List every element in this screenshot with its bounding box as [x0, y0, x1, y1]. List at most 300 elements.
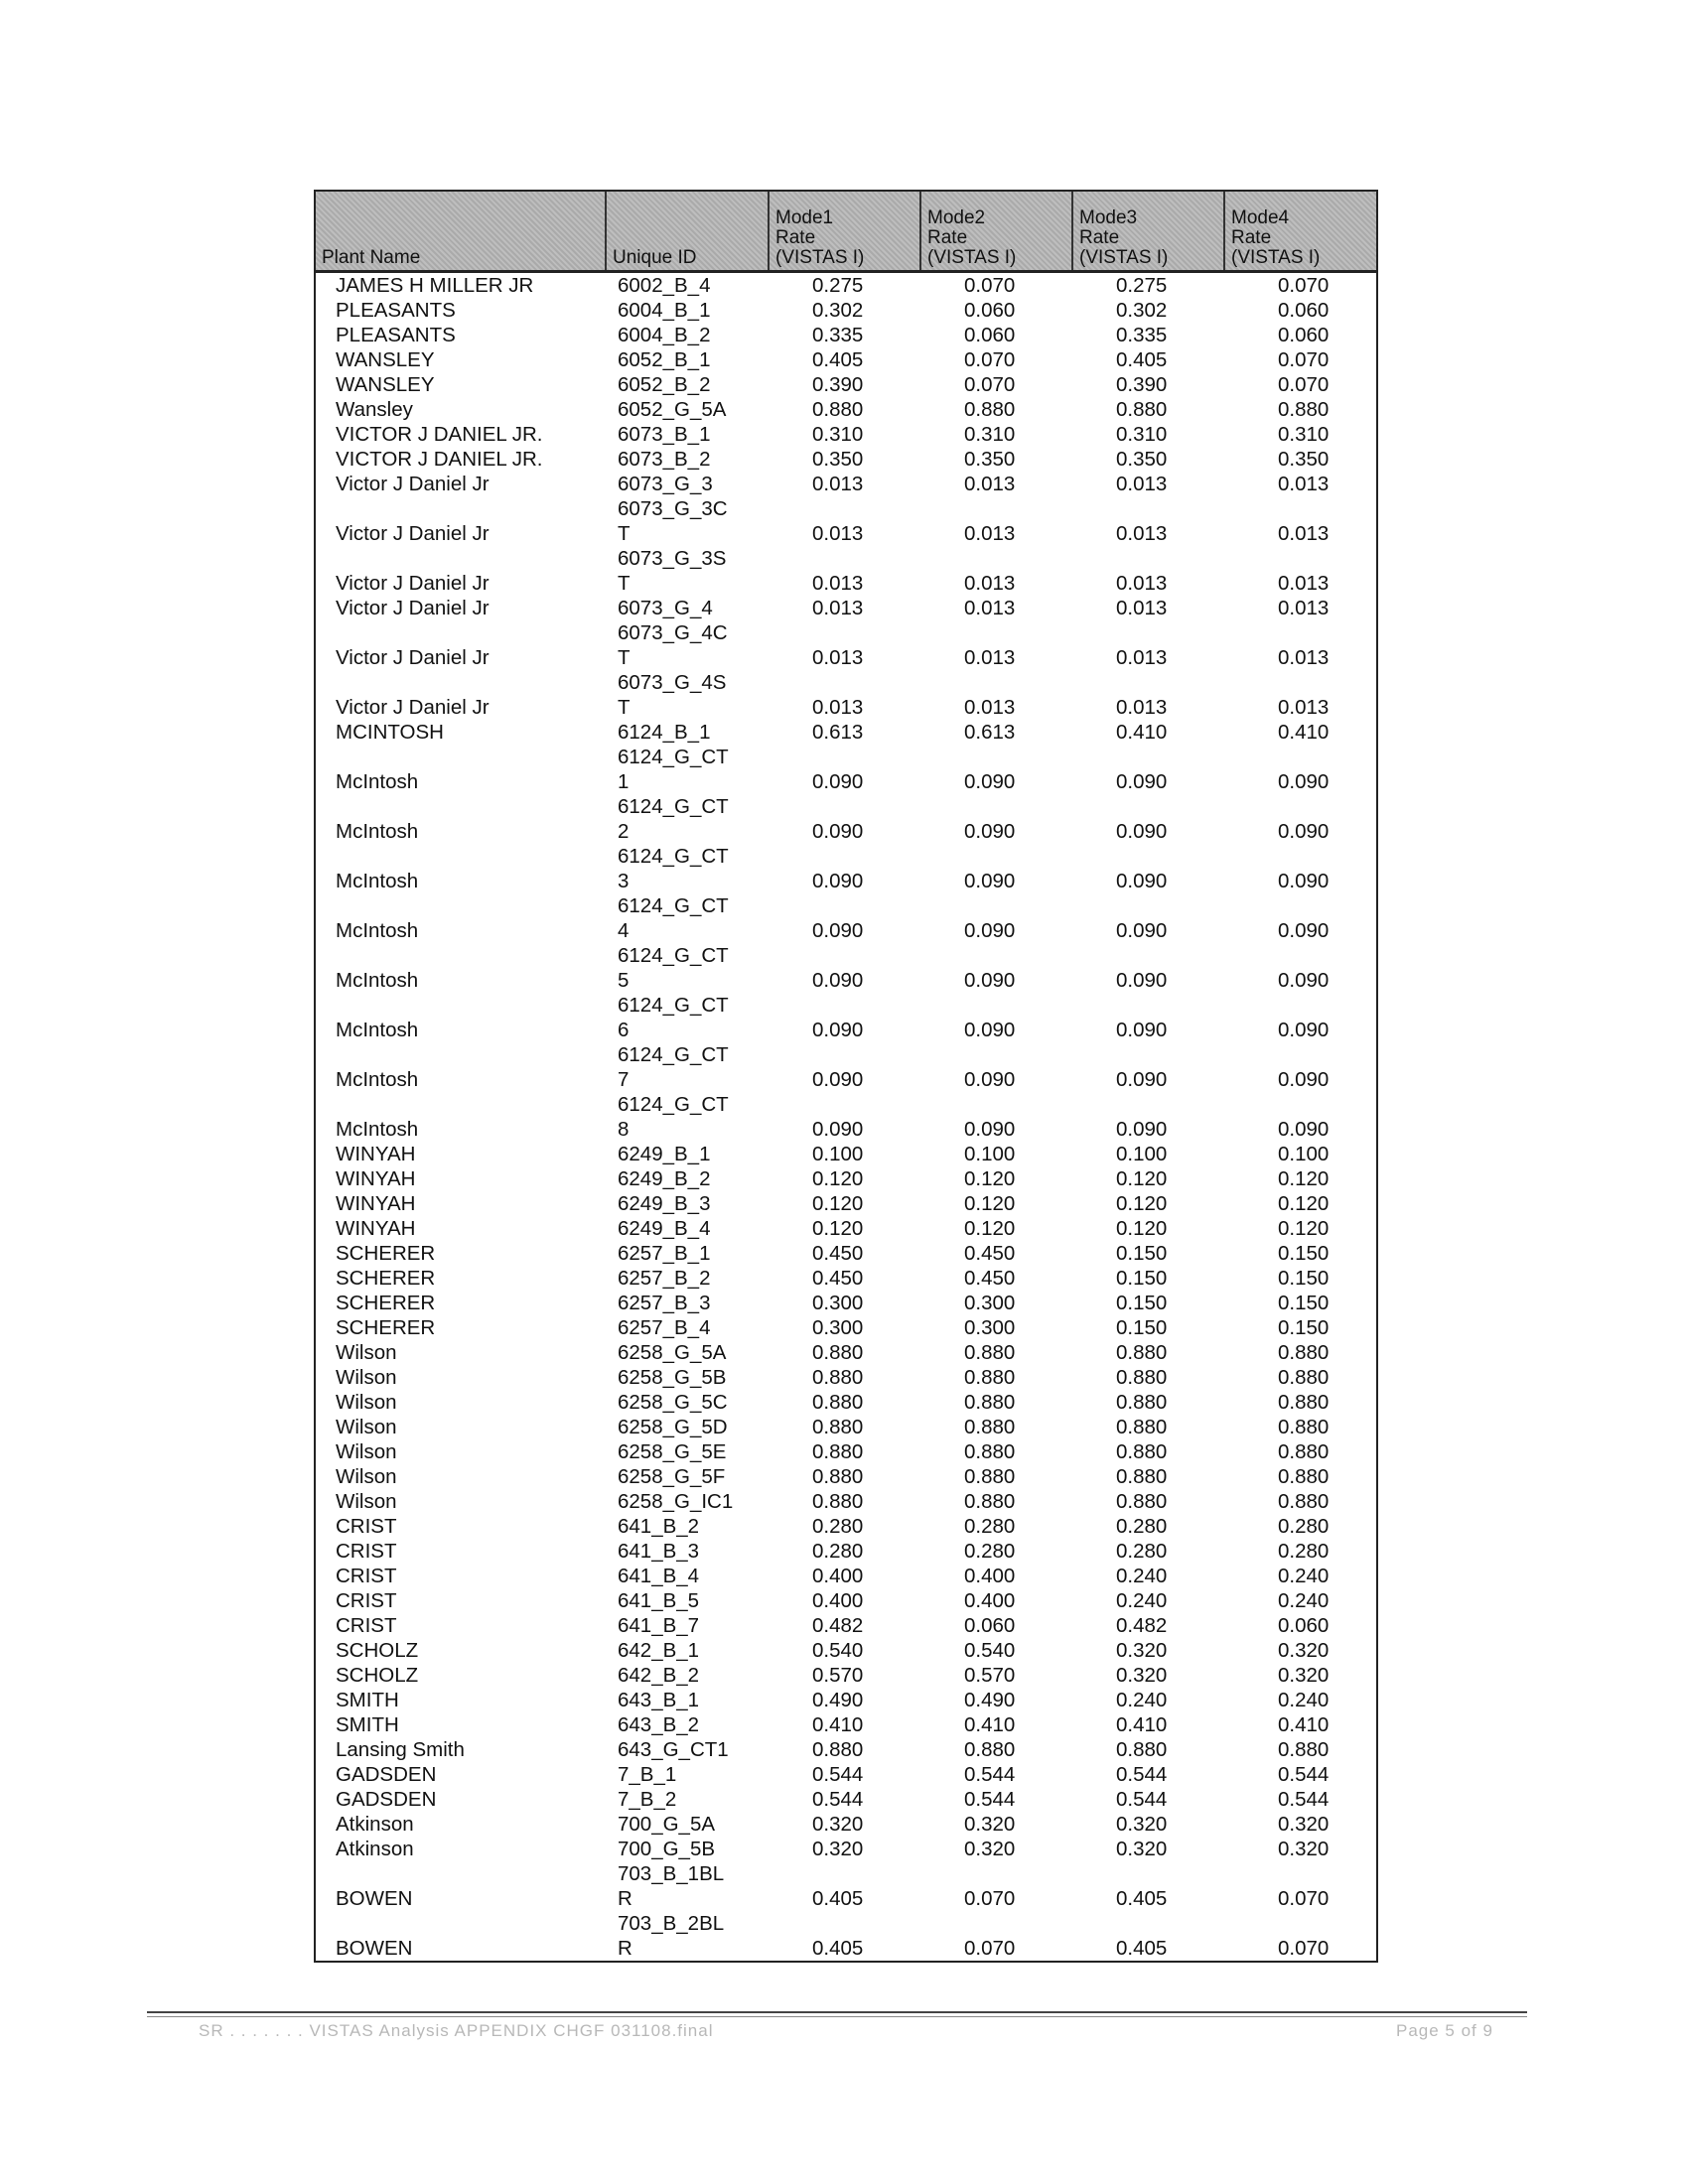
- table-row: [316, 1439, 1376, 1464]
- table-row: [316, 1812, 1376, 1837]
- mode3-rate-cell: 0.544: [1116, 1763, 1168, 1786]
- mode3-rate-cell: 0.310: [1116, 423, 1168, 446]
- unique-id-cell: [606, 372, 769, 397]
- mode2-rate-cell: 0.880: [964, 398, 1016, 421]
- unique-id-cell: [606, 422, 769, 447]
- unique-id-cell: [606, 620, 769, 670]
- mode2-rate-cell: 0.013: [964, 646, 1016, 669]
- mode3-rate-cell: 0.013: [1116, 572, 1168, 595]
- mode3-rate-cell: 0.482: [1116, 1614, 1168, 1637]
- mode3-rate-cell: 0.150: [1116, 1316, 1168, 1339]
- mode4-rate-cell: 0.013: [1278, 522, 1330, 545]
- unique-id-line: 641_B_2: [618, 1515, 700, 1538]
- mode4-rate-cell: 0.013: [1278, 473, 1330, 495]
- mode3-rate-cell: 0.302: [1116, 299, 1168, 322]
- unique-id-line: 6073_B_2: [618, 448, 711, 471]
- footer-page-number: Page 5 of 9: [1396, 2021, 1493, 2040]
- unique-id-cell: [606, 1712, 769, 1737]
- mode2-rate-cell: 0.090: [964, 1068, 1016, 1091]
- plant-name-cell: McIntosh: [336, 820, 419, 843]
- mode3-rate-cell: 0.320: [1116, 1838, 1168, 1860]
- mode3-rate-cell: 0.120: [1116, 1192, 1168, 1215]
- mode1-rate-cell: 0.540: [812, 1639, 864, 1662]
- mode4-rate-cell: 0.070: [1278, 274, 1330, 297]
- mode3-rate-cell: 0.090: [1116, 919, 1168, 942]
- plant-name-cell: JAMES H MILLER JR: [336, 274, 534, 297]
- header-unique-id: Unique ID: [606, 192, 769, 272]
- unique-id-cell: [606, 1439, 769, 1464]
- mode1-rate-cell: 0.300: [812, 1292, 864, 1314]
- mode1-rate-cell: 0.090: [812, 969, 864, 992]
- mode3-rate-cell: 0.275: [1116, 274, 1168, 297]
- mode1-rate-cell: 0.880: [812, 398, 864, 421]
- unique-id-cell: [606, 1737, 769, 1762]
- unique-id-line: 643_G_CT1: [618, 1738, 729, 1761]
- plant-name-cell: SMITH: [336, 1689, 399, 1711]
- mode1-rate-cell: 0.320: [812, 1813, 864, 1836]
- unique-id-line: 1: [618, 770, 630, 793]
- unique-id-line: 6073_G_3C: [618, 497, 728, 520]
- unique-id-cell: [606, 1514, 769, 1539]
- plant-name-cell: GADSDEN: [336, 1763, 437, 1786]
- unique-id-line: 6258_G_IC1: [618, 1490, 734, 1513]
- mode2-rate-cell: 0.060: [964, 1614, 1016, 1637]
- unique-id-line: 6258_G_5A: [618, 1341, 727, 1364]
- mode4-rate-cell: 0.880: [1278, 1490, 1330, 1513]
- unique-id-line: T: [618, 696, 631, 719]
- plant-name-cell: Victor J Daniel Jr: [336, 473, 490, 495]
- plant-name-cell: WINYAH: [336, 1192, 416, 1215]
- mode4-rate-cell: 0.013: [1278, 597, 1330, 619]
- unique-id-cell: [606, 893, 769, 943]
- mode4-rate-cell: 0.240: [1278, 1565, 1330, 1587]
- table-row: [316, 893, 1376, 943]
- unique-id-line: 642_B_1: [618, 1639, 700, 1662]
- mode2-rate-cell: 0.320: [964, 1813, 1016, 1836]
- plant-name-cell: BOWEN: [336, 1937, 413, 1960]
- unique-id-line: 6258_G_5E: [618, 1440, 727, 1463]
- table-row: [316, 496, 1376, 546]
- mode2-rate-cell: 0.880: [964, 1391, 1016, 1414]
- unique-id-line: 6073_G_4C: [618, 621, 728, 644]
- unique-id-cell: [606, 1489, 769, 1514]
- unique-id-line: 6258_G_5D: [618, 1416, 728, 1438]
- table-row: [316, 397, 1376, 422]
- unique-id-line: 641_B_7: [618, 1614, 700, 1637]
- table-row: [316, 323, 1376, 347]
- unique-id-cell: [606, 720, 769, 745]
- mode1-rate-cell: 0.090: [812, 1068, 864, 1091]
- mode2-rate-cell: 0.070: [964, 1937, 1016, 1960]
- mode2-rate-cell: 0.880: [964, 1341, 1016, 1364]
- mode2-rate-cell: 0.013: [964, 572, 1016, 595]
- mode4-rate-cell: 0.090: [1278, 820, 1330, 843]
- table-row: [316, 1737, 1376, 1762]
- table-row: [316, 1415, 1376, 1439]
- table-row: [316, 1638, 1376, 1663]
- unique-id-cell: [606, 596, 769, 620]
- mode1-rate-cell: 0.544: [812, 1788, 864, 1811]
- table-row: [316, 1142, 1376, 1166]
- mode2-rate-cell: 0.613: [964, 721, 1016, 744]
- footer-divider-thin: [147, 2016, 1527, 2017]
- mode4-rate-cell: 0.880: [1278, 1366, 1330, 1389]
- mode1-rate-cell: 0.613: [812, 721, 864, 744]
- table-row: [316, 1861, 1376, 1911]
- mode2-rate-cell: 0.880: [964, 1490, 1016, 1513]
- table-row: [316, 472, 1376, 496]
- mode1-rate-cell: 0.275: [812, 274, 864, 297]
- plant-name-cell: McIntosh: [336, 1068, 419, 1091]
- header-plant-name: Plant Name: [316, 192, 606, 272]
- mode3-rate-cell: 0.880: [1116, 1465, 1168, 1488]
- mode1-rate-cell: 0.490: [812, 1689, 864, 1711]
- unique-id-line: 642_B_2: [618, 1664, 700, 1687]
- unique-id-line: 6124_G_CT: [618, 746, 729, 768]
- mode2-rate-cell: 0.090: [964, 919, 1016, 942]
- table-row: [316, 1092, 1376, 1142]
- table-row: [316, 1216, 1376, 1241]
- mode2-rate-cell: 0.280: [964, 1515, 1016, 1538]
- plant-name-cell: Atkinson: [336, 1813, 414, 1836]
- mode1-rate-cell: 0.880: [812, 1440, 864, 1463]
- table-row: [316, 298, 1376, 323]
- table-row: [316, 1390, 1376, 1415]
- unique-id-cell: [606, 1588, 769, 1613]
- mode4-rate-cell: 0.880: [1278, 1341, 1330, 1364]
- unique-id-line: 5: [618, 969, 630, 992]
- unique-id-cell: [606, 1241, 769, 1266]
- unique-id-line: 6124_G_CT: [618, 994, 729, 1017]
- mode3-rate-cell: 0.090: [1116, 870, 1168, 892]
- mode1-rate-cell: 0.400: [812, 1589, 864, 1612]
- mode3-rate-cell: 0.405: [1116, 1887, 1168, 1910]
- unique-id-line: 6004_B_2: [618, 324, 711, 346]
- table-row: [316, 272, 1376, 299]
- mode4-rate-cell: 0.100: [1278, 1143, 1330, 1165]
- mode3-rate-cell: 0.280: [1116, 1540, 1168, 1563]
- mode1-rate-cell: 0.013: [812, 646, 864, 669]
- header-mode3-rate: Mode3 Rate (VISTAS I): [1072, 192, 1224, 272]
- unique-id-line: 6124_G_CT: [618, 795, 729, 818]
- table-row: [316, 1539, 1376, 1564]
- table-row: [316, 1241, 1376, 1266]
- mode3-rate-cell: 0.335: [1116, 324, 1168, 346]
- unique-id-line: 6073_G_3S: [618, 547, 727, 570]
- mode1-rate-cell: 0.280: [812, 1515, 864, 1538]
- mode2-rate-cell: 0.090: [964, 770, 1016, 793]
- mode3-rate-cell: 0.150: [1116, 1267, 1168, 1290]
- mode4-rate-cell: 0.013: [1278, 696, 1330, 719]
- mode1-rate-cell: 0.302: [812, 299, 864, 322]
- table-row: [316, 1464, 1376, 1489]
- footer-divider: [147, 2011, 1527, 2013]
- unique-id-cell: [606, 943, 769, 993]
- unique-id-line: 6124_B_1: [618, 721, 711, 744]
- table-row: [316, 1564, 1376, 1588]
- mode2-rate-cell: 0.070: [964, 274, 1016, 297]
- mode1-rate-cell: 0.090: [812, 820, 864, 843]
- table-row: [316, 670, 1376, 720]
- mode2-rate-cell: 0.120: [964, 1217, 1016, 1240]
- unique-id-cell: [606, 1266, 769, 1291]
- unique-id-line: 6124_G_CT: [618, 1093, 729, 1116]
- mode2-rate-cell: 0.880: [964, 1416, 1016, 1438]
- unique-id-line: 6258_G_5F: [618, 1465, 726, 1488]
- mode2-rate-cell: 0.300: [964, 1292, 1016, 1314]
- mode4-rate-cell: 0.090: [1278, 1019, 1330, 1041]
- mode4-rate-cell: 0.150: [1278, 1267, 1330, 1290]
- mode2-rate-cell: 0.490: [964, 1689, 1016, 1711]
- plant-name-cell: SCHERER: [336, 1292, 436, 1314]
- mode4-rate-cell: 0.150: [1278, 1292, 1330, 1314]
- table-row: [316, 372, 1376, 397]
- mode3-rate-cell: 0.544: [1116, 1788, 1168, 1811]
- mode4-rate-cell: 0.120: [1278, 1217, 1330, 1240]
- mode1-rate-cell: 0.405: [812, 348, 864, 371]
- mode3-rate-cell: 0.880: [1116, 1440, 1168, 1463]
- table-header-row: [316, 192, 1376, 272]
- unique-id-cell: [606, 1762, 769, 1787]
- mode4-rate-cell: 0.410: [1278, 1713, 1330, 1736]
- mode4-rate-cell: 0.070: [1278, 348, 1330, 371]
- unique-id-line: 4: [618, 919, 630, 942]
- mode3-rate-cell: 0.090: [1116, 1118, 1168, 1141]
- mode2-rate-cell: 0.880: [964, 1366, 1016, 1389]
- unique-id-line: 7_B_2: [618, 1788, 677, 1811]
- mode1-rate-cell: 0.120: [812, 1167, 864, 1190]
- unique-id-cell: [606, 1191, 769, 1216]
- unique-id-cell: [606, 794, 769, 844]
- unique-id-line: 6257_B_4: [618, 1316, 711, 1339]
- table-row: [316, 993, 1376, 1042]
- mode3-rate-cell: 0.350: [1116, 448, 1168, 471]
- mode3-rate-cell: 0.013: [1116, 522, 1168, 545]
- plant-name-cell: SCHOLZ: [336, 1664, 419, 1687]
- unique-id-cell: [606, 1390, 769, 1415]
- unique-id-cell: [606, 1564, 769, 1588]
- mode3-rate-cell: 0.090: [1116, 969, 1168, 992]
- unique-id-line: 6249_B_3: [618, 1192, 711, 1215]
- mode2-rate-cell: 0.090: [964, 1118, 1016, 1141]
- plant-name-cell: SMITH: [336, 1713, 399, 1736]
- mode4-rate-cell: 0.070: [1278, 1887, 1330, 1910]
- mode3-rate-cell: 0.120: [1116, 1217, 1168, 1240]
- plant-name-cell: WINYAH: [336, 1143, 416, 1165]
- table-row: [316, 1837, 1376, 1861]
- mode4-rate-cell: 0.320: [1278, 1664, 1330, 1687]
- plant-name-cell: SCHERER: [336, 1267, 436, 1290]
- mode4-rate-cell: 0.240: [1278, 1689, 1330, 1711]
- unique-id-cell: [606, 397, 769, 422]
- plant-name-cell: PLEASANTS: [336, 324, 456, 346]
- plant-name-cell: McIntosh: [336, 1118, 419, 1141]
- plant-name-cell: GADSDEN: [336, 1788, 437, 1811]
- mode3-rate-cell: 0.880: [1116, 1490, 1168, 1513]
- mode4-rate-cell: 0.320: [1278, 1838, 1330, 1860]
- unique-id-cell: [606, 496, 769, 546]
- mode3-rate-cell: 0.150: [1116, 1292, 1168, 1314]
- plant-name-cell: Wilson: [336, 1416, 397, 1438]
- table-row: [316, 1166, 1376, 1191]
- plant-name-cell: Victor J Daniel Jr: [336, 696, 490, 719]
- mode4-rate-cell: 0.544: [1278, 1763, 1330, 1786]
- unique-id-line: 703_B_1BL: [618, 1862, 725, 1885]
- mode4-rate-cell: 0.880: [1278, 1391, 1330, 1414]
- mode1-rate-cell: 0.100: [812, 1143, 864, 1165]
- mode2-rate-cell: 0.280: [964, 1540, 1016, 1563]
- mode2-rate-cell: 0.400: [964, 1565, 1016, 1587]
- unique-id-cell: [606, 298, 769, 323]
- mode2-rate-cell: 0.060: [964, 324, 1016, 346]
- unique-id-cell: [606, 1365, 769, 1390]
- mode4-rate-cell: 0.150: [1278, 1316, 1330, 1339]
- table-row: [316, 347, 1376, 372]
- mode4-rate-cell: 0.320: [1278, 1639, 1330, 1662]
- plant-name-cell: WINYAH: [336, 1217, 416, 1240]
- mode2-rate-cell: 0.070: [964, 348, 1016, 371]
- mode4-rate-cell: 0.350: [1278, 448, 1330, 471]
- mode1-rate-cell: 0.390: [812, 373, 864, 396]
- mode1-rate-cell: 0.880: [812, 1341, 864, 1364]
- mode3-rate-cell: 0.013: [1116, 597, 1168, 619]
- plant-name-cell: McIntosh: [336, 870, 419, 892]
- mode2-rate-cell: 0.570: [964, 1664, 1016, 1687]
- mode1-rate-cell: 0.405: [812, 1887, 864, 1910]
- mode1-rate-cell: 0.880: [812, 1416, 864, 1438]
- mode2-rate-cell: 0.013: [964, 696, 1016, 719]
- table-row: [316, 745, 1376, 794]
- mode4-rate-cell: 0.070: [1278, 1937, 1330, 1960]
- mode2-rate-cell: 0.540: [964, 1639, 1016, 1662]
- unique-id-cell: [606, 1837, 769, 1861]
- mode1-rate-cell: 0.120: [812, 1192, 864, 1215]
- unique-id-line: 6: [618, 1019, 630, 1041]
- unique-id-line: 6052_B_1: [618, 348, 711, 371]
- unique-id-line: T: [618, 522, 631, 545]
- mode1-rate-cell: 0.335: [812, 324, 864, 346]
- unique-id-line: 6124_G_CT: [618, 1043, 729, 1066]
- mode4-rate-cell: 0.090: [1278, 919, 1330, 942]
- mode3-rate-cell: 0.240: [1116, 1689, 1168, 1711]
- mode3-rate-cell: 0.013: [1116, 473, 1168, 495]
- unique-id-cell: [606, 272, 769, 299]
- footer-document-path: SR . . . . . . . VISTAS Analysis APPENDIX CHGF 031108.final: [199, 2021, 714, 2040]
- mode1-rate-cell: 0.482: [812, 1614, 864, 1637]
- mode3-rate-cell: 0.390: [1116, 373, 1168, 396]
- mode3-rate-cell: 0.100: [1116, 1143, 1168, 1165]
- mode2-rate-cell: 0.120: [964, 1192, 1016, 1215]
- mode2-rate-cell: 0.410: [964, 1713, 1016, 1736]
- mode1-rate-cell: 0.013: [812, 597, 864, 619]
- mode3-rate-cell: 0.320: [1116, 1639, 1168, 1662]
- unique-id-cell: [606, 670, 769, 720]
- plant-name-cell: WINYAH: [336, 1167, 416, 1190]
- unique-id-line: 6257_B_1: [618, 1242, 711, 1265]
- table-row: [316, 1613, 1376, 1638]
- mode4-rate-cell: 0.060: [1278, 324, 1330, 346]
- header-mode4-rate: Mode4 Rate (VISTAS I): [1224, 192, 1376, 272]
- plant-name-cell: Wilson: [336, 1366, 397, 1389]
- mode3-rate-cell: 0.120: [1116, 1167, 1168, 1190]
- plant-name-cell: McIntosh: [336, 969, 419, 992]
- plant-name-cell: VICTOR J DANIEL JR.: [336, 448, 543, 471]
- mode1-rate-cell: 0.090: [812, 919, 864, 942]
- plant-name-cell: Victor J Daniel Jr: [336, 572, 490, 595]
- mode1-rate-cell: 0.350: [812, 448, 864, 471]
- table-row: [316, 1911, 1376, 1961]
- mode4-rate-cell: 0.013: [1278, 646, 1330, 669]
- plant-name-cell: CRIST: [336, 1589, 397, 1612]
- table-row: [316, 794, 1376, 844]
- unique-id-line: 6124_G_CT: [618, 845, 729, 868]
- table-row: [316, 1712, 1376, 1737]
- unique-id-line: 2: [618, 820, 630, 843]
- plant-name-cell: WANSLEY: [336, 373, 435, 396]
- mode2-rate-cell: 0.880: [964, 1465, 1016, 1488]
- unique-id-line: 6002_B_4: [618, 274, 711, 297]
- table-row: [316, 1663, 1376, 1688]
- table-row: [316, 720, 1376, 745]
- mode4-rate-cell: 0.120: [1278, 1192, 1330, 1215]
- unique-id-cell: [606, 1291, 769, 1315]
- mode1-rate-cell: 0.544: [812, 1763, 864, 1786]
- mode1-rate-cell: 0.090: [812, 770, 864, 793]
- plant-name-cell: McIntosh: [336, 770, 419, 793]
- mode4-rate-cell: 0.544: [1278, 1788, 1330, 1811]
- mode3-rate-cell: 0.090: [1116, 1019, 1168, 1041]
- table-row: [316, 943, 1376, 993]
- mode3-rate-cell: 0.090: [1116, 1068, 1168, 1091]
- mode4-rate-cell: 0.090: [1278, 770, 1330, 793]
- unique-id-line: 643_B_1: [618, 1689, 700, 1711]
- unique-id-line: 6258_G_5C: [618, 1391, 728, 1414]
- mode1-rate-cell: 0.090: [812, 1019, 864, 1041]
- unique-id-cell: [606, 1787, 769, 1812]
- unique-id-line: 6249_B_1: [618, 1143, 711, 1165]
- mode4-rate-cell: 0.150: [1278, 1242, 1330, 1265]
- table-row: [316, 447, 1376, 472]
- unique-id-line: T: [618, 646, 631, 669]
- unique-id-cell: [606, 993, 769, 1042]
- plant-name-cell: McIntosh: [336, 919, 419, 942]
- mode1-rate-cell: 0.280: [812, 1540, 864, 1563]
- mode3-rate-cell: 0.880: [1116, 398, 1168, 421]
- unique-id-line: 6249_B_2: [618, 1167, 711, 1190]
- plant-name-cell: McIntosh: [336, 1019, 419, 1041]
- plant-name-cell: Wilson: [336, 1440, 397, 1463]
- unique-id-cell: [606, 1415, 769, 1439]
- table-row: [316, 844, 1376, 893]
- mode1-rate-cell: 0.880: [812, 1391, 864, 1414]
- mode1-rate-cell: 0.013: [812, 696, 864, 719]
- unique-id-line: 641_B_3: [618, 1540, 700, 1563]
- unique-id-line: 6249_B_4: [618, 1217, 711, 1240]
- mode3-rate-cell: 0.410: [1116, 1713, 1168, 1736]
- unique-id-line: 6004_B_1: [618, 299, 711, 322]
- unique-id-line: 641_B_5: [618, 1589, 700, 1612]
- plant-name-cell: BOWEN: [336, 1887, 413, 1910]
- plant-name-cell: SCHERER: [336, 1242, 436, 1265]
- unique-id-cell: [606, 1216, 769, 1241]
- header-mode1-rate: Mode1 Rate (VISTAS I): [769, 192, 920, 272]
- unique-id-line: 6073_B_1: [618, 423, 711, 446]
- mode3-rate-cell: 0.013: [1116, 646, 1168, 669]
- plant-name-cell: Victor J Daniel Jr: [336, 597, 490, 619]
- plant-name-cell: Victor J Daniel Jr: [336, 522, 490, 545]
- unique-id-cell: [606, 323, 769, 347]
- unique-id-line: 6124_G_CT: [618, 944, 729, 967]
